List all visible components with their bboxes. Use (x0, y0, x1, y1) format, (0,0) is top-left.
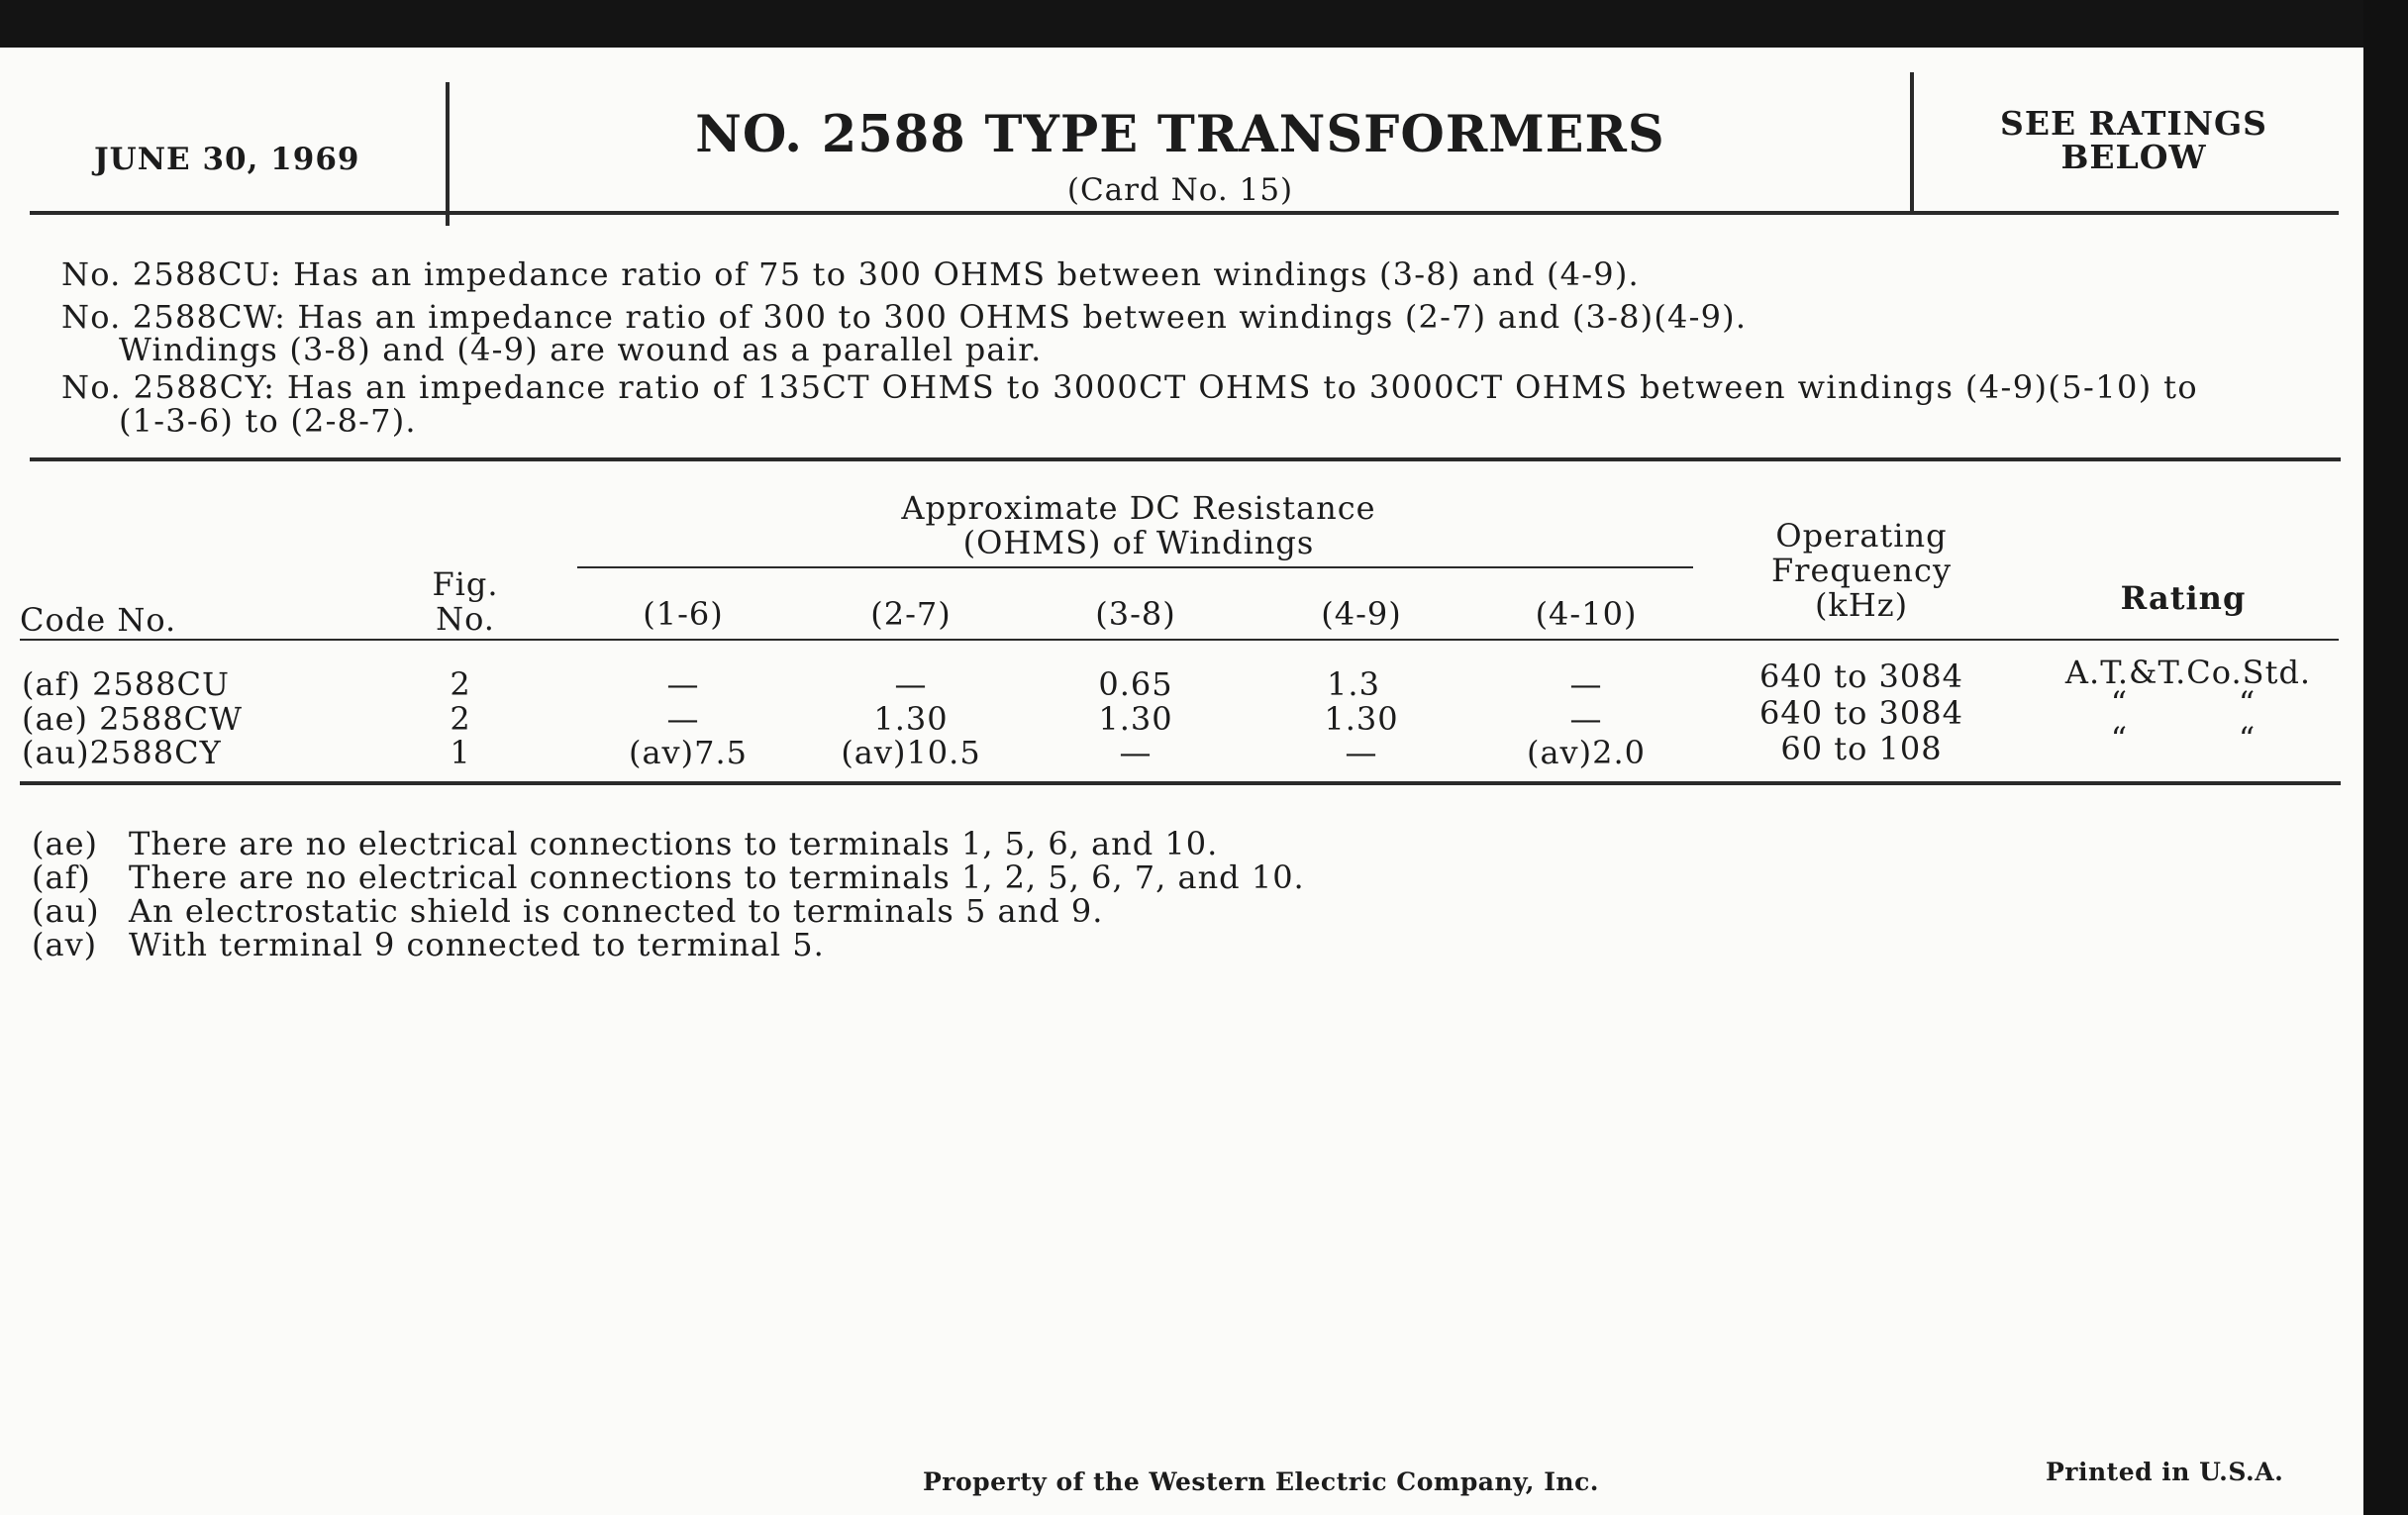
row-w27: 1.30 (873, 700, 949, 738)
header-divider-right (1910, 72, 1914, 211)
col-winding-4-9: (4-9) (1321, 595, 1402, 633)
col-winding-1-6: (1-6) (643, 595, 724, 633)
row-fig: 2 (450, 665, 471, 703)
row-w38: — (1119, 734, 1153, 771)
row-w410: — (1569, 665, 1603, 703)
note-text: There are no electrical connections to terminals 1, 2, 5, 6, 7, and 10. (129, 858, 1305, 896)
row-w38: 0.65 (1098, 665, 1173, 703)
see-ratings-line-1: SEE RATINGS (1999, 104, 2268, 143)
row-w27: (av)10.5 (841, 734, 981, 771)
row-code: (af) 2588CU (22, 665, 230, 703)
row-freq: 60 to 108 (1780, 730, 1943, 767)
col-frequency-line-3: (kHz) (1814, 586, 1909, 624)
table-header-rule (20, 639, 2339, 641)
row-fig: 2 (450, 700, 471, 738)
col-fig-header (416, 567, 515, 637)
row-rating: “ “ (2110, 684, 2257, 722)
card-number: (Card No. 15) (1066, 172, 1294, 208)
header-divider-left (446, 82, 450, 226)
note-af (32, 859, 1305, 895)
row-w16: — (666, 700, 700, 738)
row-code: (au)2588CY (22, 734, 222, 771)
row-w38: 1.30 (1098, 700, 1173, 738)
col-winding-4-10: (4-10) (1535, 595, 1638, 633)
table-row (0, 654, 2363, 703)
row-freq: 640 to 3084 (1759, 694, 1963, 732)
catalog-card (0, 48, 2363, 1515)
row-rating: A.T.&T.Co.Std. (2064, 654, 2312, 691)
col-fig-header-line-1: Fig. (432, 565, 499, 603)
description-2588cy-cont: (1-3-6) to (2-8-7). (119, 402, 417, 440)
resistance-header (579, 491, 1698, 560)
row-fig: 1 (450, 734, 471, 771)
row-w16: (av)7.5 (628, 734, 748, 771)
row-w49: 1.30 (1324, 700, 1399, 738)
col-winding-2-7: (2-7) (870, 595, 952, 633)
header-bottom-rule (30, 211, 2339, 215)
col-code-header: Code No. (20, 601, 177, 639)
card-date: JUNE 30, 1969 (94, 142, 360, 177)
col-frequency-header (1723, 519, 2000, 623)
note-ae (32, 826, 1218, 861)
row-w49: 1.3 (1327, 665, 1380, 703)
note-av (32, 927, 825, 962)
note-tag: (av) (32, 926, 98, 963)
col-winding-3-8: (3-8) (1095, 595, 1176, 633)
footer-property: Property of the Western Electric Company, Inc. (923, 1467, 1600, 1496)
note-tag: (ae) (32, 825, 98, 862)
col-frequency-line-2: Frequency (1770, 552, 1953, 589)
scan-right-border (2363, 0, 2408, 1515)
note-au (32, 893, 1103, 929)
resistance-header-line-2: (OHMS) of Windings (962, 524, 1315, 561)
row-freq: 640 to 3084 (1759, 657, 1963, 695)
scan-top-border (0, 0, 2408, 48)
note-text: With terminal 9 connected to terminal 5. (129, 926, 825, 963)
row-code: (ae) 2588CW (22, 700, 243, 738)
row-rating: “ “ (2110, 720, 2257, 758)
note-tag: (au) (32, 892, 100, 930)
row-w410: — (1569, 700, 1603, 738)
note-tag: (af) (32, 858, 91, 896)
resistance-header-line-1: Approximate DC Resistance (901, 489, 1376, 527)
table-bottom-rule (20, 781, 2341, 785)
col-frequency-line-1: Operating (1775, 517, 1948, 555)
description-2588cy: No. 2588CY: Has an impedance ratio of 135CT OHMS to 3000CT OHMS to 3000CT OHMS between windings (4-9)(5-10) to (61, 368, 2199, 406)
row-w27: — (894, 665, 928, 703)
see-ratings-line-2: BELOW (2060, 138, 2207, 176)
table-row (0, 720, 2363, 771)
row-w410: (av)2.0 (1526, 734, 1646, 771)
resistance-header-rule (577, 566, 1693, 568)
row-w16: — (666, 665, 700, 703)
description-2588cw-cont: Windings (3-8) and (4-9) are wound as a parallel pair. (119, 331, 1043, 368)
description-2588cu: No. 2588CU: Has an impedance ratio of 75 to 300 OHMS between windings (3-8) and (4-9). (61, 255, 1640, 293)
description-2588cw: No. 2588CW: Has an impedance ratio of 300 to 300 OHMS between windings (2-7) and (3-8)(4-9). (61, 298, 1748, 336)
col-fig-header-line-2: No. (436, 600, 495, 638)
note-text: An electrostatic shield is connected to terminals 5 and 9. (129, 892, 1104, 930)
see-ratings-note (1916, 104, 2352, 176)
note-text: There are no electrical connections to terminals 1, 5, 6, and 10. (129, 825, 1219, 862)
col-rating-header: Rating (2120, 579, 2247, 617)
description-bottom-rule (30, 457, 2341, 461)
row-w49: — (1345, 734, 1378, 771)
footer-printed: Printed in U.S.A. (2046, 1458, 2284, 1486)
page-title: NO. 2588 TYPE TRANSFORMERS (695, 105, 1665, 164)
